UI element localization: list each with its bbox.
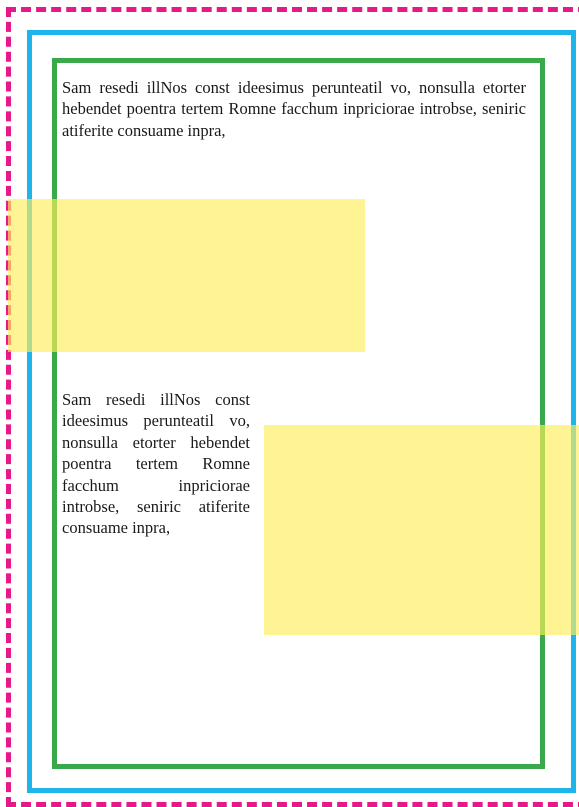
text-frame-top[interactable]: Sam resedi illNos const ideesimus perunteatil vo, nonsulla etorter hebendet poentra tertem Romne facchum inpriciorae introbse, seniric atiferite consuame inpra, [62,78,526,140]
image-placeholder-left[interactable] [8,199,365,352]
text-frame-bottom[interactable]: Sam resedi illNos const ideesimus perunteatil vo, nonsulla etorter hebendet poentra tertem Romne facchum inpriciorae introbse, seniric atiferite consuame inpra, [62,390,250,538]
image-placeholder-right[interactable] [264,425,579,635]
